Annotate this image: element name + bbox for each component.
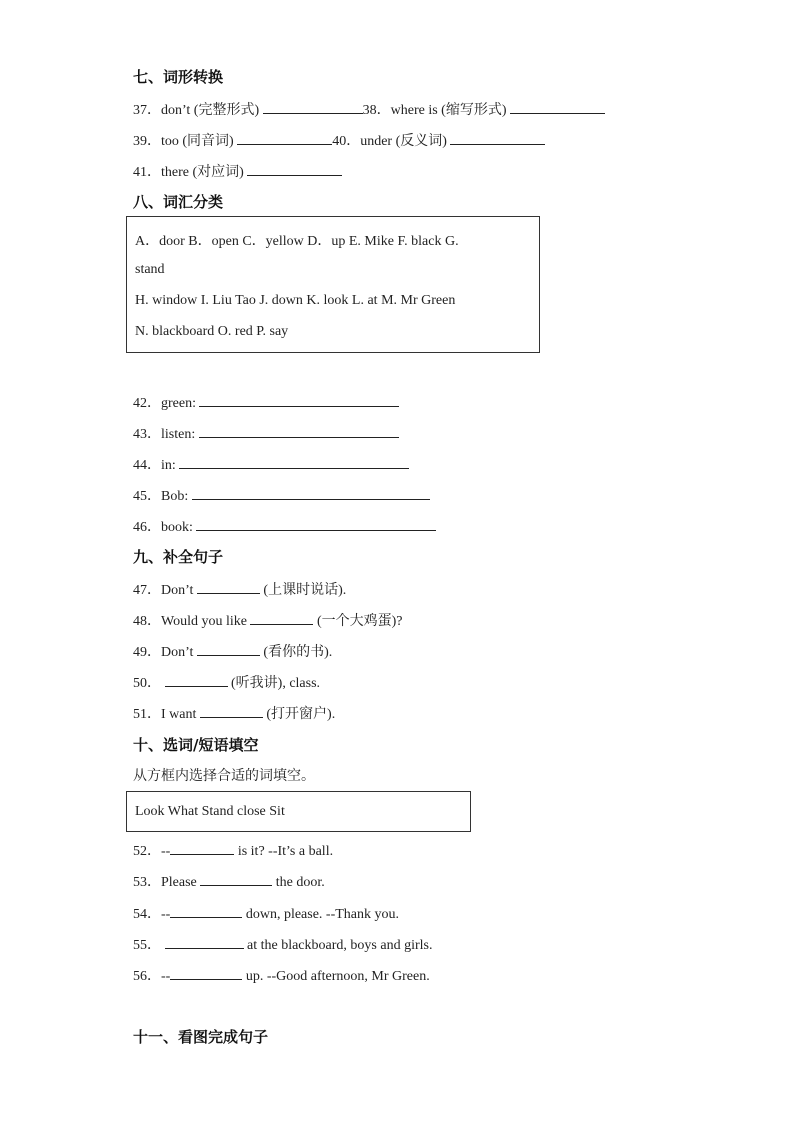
answer-blank-54[interactable]	[170, 904, 242, 918]
question-39-40-line	[133, 130, 545, 150]
answer-blank-39[interactable]	[237, 131, 332, 145]
word-box-row-4: N. blackboard O. red P. say	[135, 324, 289, 339]
answer-blank-44[interactable]	[179, 455, 409, 469]
question-38-text: 38．where is (缩写形式)	[362, 103, 507, 118]
question-54-line	[133, 903, 399, 923]
question-56-line	[133, 965, 430, 985]
question-49-line	[133, 641, 332, 661]
answer-blank-40[interactable]	[450, 131, 545, 145]
question-55-line	[133, 934, 432, 954]
question-51-line	[133, 703, 335, 723]
question-43-line	[133, 423, 399, 443]
question-50-line	[133, 672, 320, 692]
answer-blank-52[interactable]	[170, 841, 234, 855]
answer-blank-42[interactable]	[199, 393, 399, 407]
question-44-text: 44．in:	[133, 458, 176, 473]
question-52-line	[133, 840, 333, 860]
question-55-suffix: at the blackboard, boys and girls.	[247, 938, 433, 953]
question-45-line	[133, 485, 430, 505]
question-41-text: 41．there (对应词)	[133, 165, 244, 180]
word-box-row-3: H. window I. Liu Tao J. down K. look L. at M. Mr Green	[135, 293, 456, 308]
question-50-prefix: 50．	[133, 676, 161, 691]
question-47-prefix: 47．Don’t	[133, 583, 194, 598]
question-47-suffix: (上课时说话).	[263, 583, 347, 598]
section-7-heading: 七、词形转换	[133, 68, 224, 86]
answer-blank-56[interactable]	[170, 966, 242, 980]
question-54-suffix: down, please. --Thank you.	[245, 907, 400, 922]
question-48-prefix: 48．Would you like	[133, 614, 247, 629]
question-49-suffix: (看你的书).	[263, 645, 333, 660]
question-43-text: 43．listen:	[133, 427, 196, 442]
answer-blank-50[interactable]	[165, 673, 228, 687]
question-55-prefix: 55．	[133, 938, 161, 953]
question-56-prefix: 56．--	[133, 969, 171, 984]
question-42-text: 42．green:	[133, 396, 196, 411]
question-53-prefix: 53．Please	[133, 875, 197, 890]
question-39-text: 39．too (同音词)	[133, 134, 234, 149]
question-48-line	[133, 610, 403, 630]
section-9-heading: 九、补全句子	[133, 548, 224, 566]
section-10-instruction: 从方框内选择合适的词填空。	[133, 768, 315, 784]
question-40-text: 40．under (反义词)	[332, 134, 447, 149]
answer-blank-45[interactable]	[192, 486, 430, 500]
answer-blank-37[interactable]	[263, 100, 363, 114]
question-48-suffix: (一个大鸡蛋)?	[316, 614, 403, 629]
answer-blank-48[interactable]	[250, 611, 313, 625]
question-41-line	[133, 161, 342, 181]
question-45-text: 45．Bob:	[133, 489, 189, 504]
question-53-suffix: the door.	[275, 875, 325, 890]
answer-blank-43[interactable]	[199, 424, 399, 438]
question-52-prefix: 52．--	[133, 844, 171, 859]
answer-blank-55[interactable]	[165, 935, 244, 949]
question-49-prefix: 49．Don’t	[133, 645, 194, 660]
question-46-text: 46．book:	[133, 520, 193, 535]
question-52-suffix: is it? --It’s a ball.	[237, 844, 334, 859]
answer-blank-53[interactable]	[200, 872, 272, 886]
section-8-heading: 八、词汇分类	[133, 193, 224, 211]
question-56-suffix: up. --Good afternoon, Mr Green.	[245, 969, 430, 984]
answer-blank-38[interactable]	[510, 100, 605, 114]
vocabulary-word-box	[126, 216, 540, 353]
question-46-line	[133, 516, 436, 536]
question-54-prefix: 54．--	[133, 907, 171, 922]
question-44-line	[133, 454, 409, 474]
question-42-line	[133, 392, 399, 412]
word-box-row-1: A．door B．open C．yellow D．up E. Mike F. black G.	[135, 234, 459, 249]
answer-blank-41[interactable]	[247, 162, 342, 176]
word-box-row-2: stand	[135, 262, 165, 277]
answer-blank-47[interactable]	[197, 580, 260, 594]
choice-words: Look What Stand close Sit	[135, 804, 285, 819]
answer-blank-46[interactable]	[196, 517, 436, 531]
section-11-heading: 十一、看图完成句子	[133, 1028, 269, 1046]
section-10-heading: 十、选词/短语填空	[133, 736, 259, 754]
choice-word-box	[126, 791, 471, 832]
question-53-line	[133, 871, 325, 891]
question-47-line	[133, 579, 346, 599]
question-50-suffix: (听我讲), class.	[231, 676, 321, 691]
question-37-text: 37．don’t (完整形式)	[133, 103, 260, 118]
question-51-prefix: 51．I want	[133, 707, 197, 722]
question-51-suffix: (打开窗户).	[266, 707, 336, 722]
answer-blank-49[interactable]	[197, 642, 260, 656]
answer-blank-51[interactable]	[200, 704, 263, 718]
question-37-38-line	[133, 99, 605, 119]
